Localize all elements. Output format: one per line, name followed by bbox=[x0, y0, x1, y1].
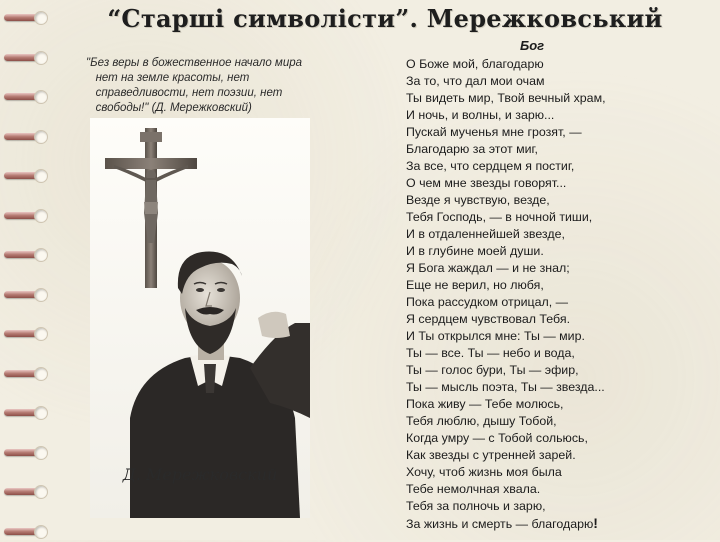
binder-hole bbox=[34, 51, 48, 65]
poem-line: Везде я чувствую, везде, bbox=[406, 193, 550, 207]
poem-line: Тебя Господь, — в ночной тиши, bbox=[406, 210, 593, 224]
binder-ring-icon bbox=[4, 166, 46, 186]
binder-hole bbox=[34, 327, 48, 341]
binder-hole bbox=[34, 248, 48, 262]
poem-line: За жизнь и смерть — благодарю ! bbox=[406, 515, 706, 532]
poem-line: Тебя за полночь и зарю, bbox=[406, 499, 546, 513]
poem-line: Когда умру — с Тобой сольюсь, bbox=[406, 431, 588, 445]
poem-line: Ты — мысль поэта, Ты — звезда... bbox=[406, 380, 605, 394]
poem-line: Я Бога жаждал — и не знал; bbox=[406, 261, 570, 275]
portrait-illustration bbox=[90, 118, 310, 518]
binder-ring-icon bbox=[4, 127, 46, 147]
binder-strip bbox=[0, 0, 50, 540]
poem-line: И Ты открылся мне: Ты — мир. bbox=[406, 329, 585, 343]
poem-line: Я сердцем чувствовал Тебя. bbox=[406, 312, 571, 326]
poem-line: О чем мне звезды говорят... bbox=[406, 176, 567, 190]
binder-ring-icon bbox=[4, 482, 46, 502]
binder-hole bbox=[34, 209, 48, 223]
binder-ring-icon bbox=[4, 324, 46, 344]
binder-hole bbox=[34, 446, 48, 460]
binder-ring-icon bbox=[4, 403, 46, 423]
binder-ring-icon bbox=[4, 8, 46, 28]
epigraph-quote: "Без веры в божественное начало мира нет на земле красоты, нет справедливости, нет поэзии, нет свободы!" (Д. Мережковский) bbox=[86, 57, 303, 114]
author-photo bbox=[90, 118, 310, 518]
poem-line: Ты видеть мир, Твой вечный храм, bbox=[406, 91, 606, 105]
binder-ring-icon bbox=[4, 522, 46, 542]
poem-line: За то, что дал мои очам bbox=[406, 74, 545, 88]
poem-line: Хочу, чтоб жизнь моя была bbox=[406, 465, 562, 479]
binder-hole bbox=[34, 288, 48, 302]
poem-line: Тебе немолчная хвала. bbox=[406, 482, 541, 496]
poem-title: Бог bbox=[520, 38, 545, 53]
binder-ring-icon bbox=[4, 364, 46, 384]
binder-ring-icon bbox=[4, 48, 46, 68]
poem-line: Пускай мученья мне грозят, — bbox=[406, 125, 582, 139]
binder-hole bbox=[34, 485, 48, 499]
poem-line: За все, что сердцем я постиг, bbox=[406, 159, 575, 173]
author-signature: Д. Мережковский bbox=[122, 465, 278, 484]
binder-hole bbox=[34, 90, 48, 104]
binder-ring-icon bbox=[4, 87, 46, 107]
binder-hole bbox=[34, 525, 48, 539]
poem-line: И ночь, и волны, и зарю... bbox=[406, 108, 555, 122]
poem-line: О Боже мой, благодарю bbox=[406, 57, 544, 71]
binder-ring-icon bbox=[4, 206, 46, 226]
poem-line: Ты — голос бури, Ты — эфир, bbox=[406, 363, 579, 377]
binder-hole bbox=[34, 11, 48, 25]
slide-title: “Старші символісти”. Мережковський bbox=[107, 4, 663, 33]
poem-line: Ты — все. Ты — небо и вода, bbox=[406, 346, 575, 360]
binder-ring-icon bbox=[4, 285, 46, 305]
poem-line: Пока рассудком отрицал, — bbox=[406, 295, 569, 309]
binder-hole bbox=[34, 169, 48, 183]
binder-hole bbox=[34, 130, 48, 144]
poem-line: Еще не верил, но любя, bbox=[406, 278, 544, 292]
poem-line: И в отдаленнейшей звезде, bbox=[406, 227, 565, 241]
binder-hole bbox=[34, 367, 48, 381]
binder-ring-icon bbox=[4, 245, 46, 265]
poem-line: Как звезды с утренней зарей. bbox=[406, 448, 576, 462]
poem-line: И в глубине моей души. bbox=[406, 244, 544, 258]
poem-text bbox=[406, 56, 706, 532]
poem-line: Благодарю за этот миг, bbox=[406, 142, 538, 156]
binder-ring-icon bbox=[4, 443, 46, 463]
poem-line: Пока живу — Тебе молюсь, bbox=[406, 397, 564, 411]
poem-line: Тебя люблю, дышу Тобой, bbox=[406, 414, 557, 428]
binder-hole bbox=[34, 406, 48, 420]
